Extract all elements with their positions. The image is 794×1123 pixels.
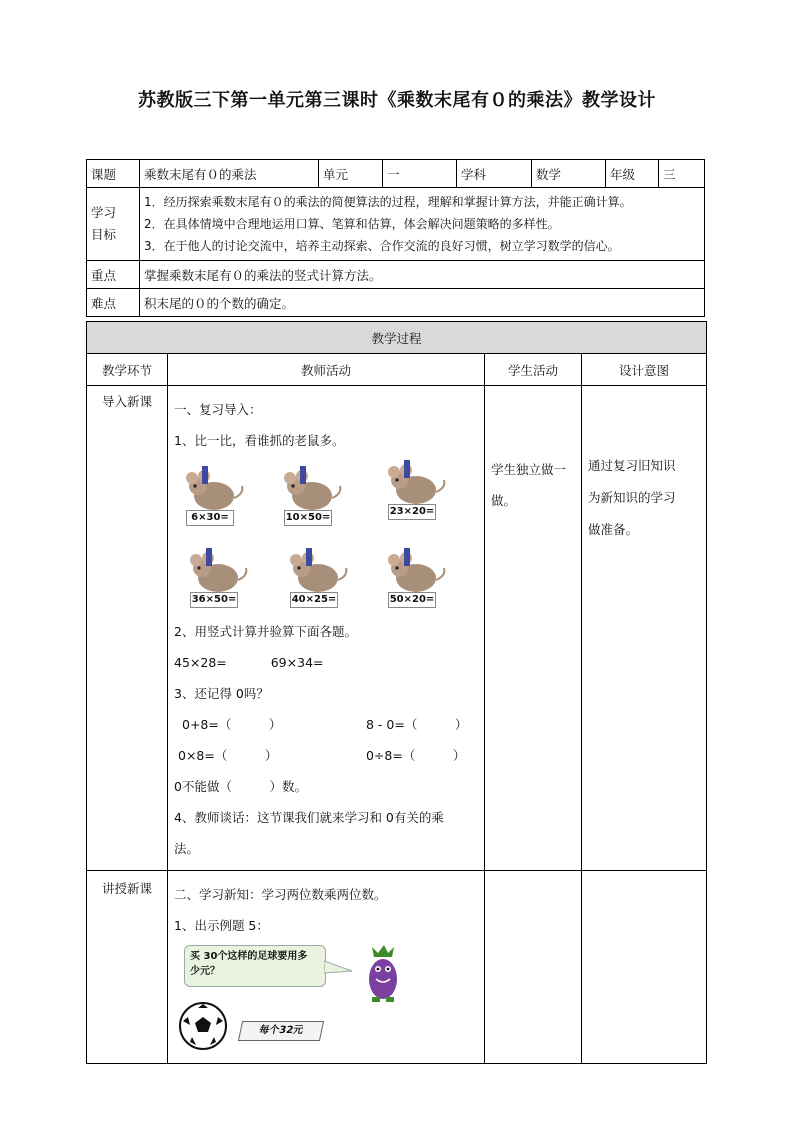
stage-intro: 导入新课 (87, 386, 168, 871)
football-picture (174, 941, 478, 1059)
bubble-line: 买 30个这样的足球要用多 (190, 951, 308, 962)
teacher-activity-new (168, 871, 485, 1064)
student-line: 做。 (491, 493, 517, 508)
intent-line: 为新知识的学习 (588, 490, 676, 505)
subject-label: 学科 (457, 160, 532, 188)
topic-value: 乘数末尾有０的乘法 (140, 160, 319, 188)
eggplant-icon (358, 943, 408, 1005)
example-5: 1、出示例题 5： (174, 918, 269, 933)
mouse-question: 50×20= (388, 592, 436, 608)
subject-value: 数学 (532, 160, 606, 188)
design-intent-intro (582, 386, 707, 871)
review-heading: 一、复习导入： (174, 402, 262, 417)
bubble-line: 少元？ (190, 966, 220, 977)
mouse-question: 10×50= (284, 510, 332, 526)
grade-value: 三 (659, 160, 705, 188)
mouse-question: 23×20= (388, 504, 436, 520)
vertical-calc-task: 2、用竖式计算并验算下面各题。 (174, 624, 357, 639)
intent-line: 通过复习旧知识 (588, 458, 676, 473)
col-teacher: 教师活动 (168, 354, 485, 386)
teacher-activity-intro (168, 386, 485, 871)
grade-label: 年级 (606, 160, 659, 188)
difficulty-label: 难点 (87, 289, 140, 317)
unit-value: 一 (383, 160, 457, 188)
unit-label: 单元 (319, 160, 383, 188)
zero-exercises-row1 (174, 709, 478, 740)
mouse-question: 36×50= (190, 592, 238, 608)
football-icon (178, 1001, 228, 1051)
calc-problems (174, 647, 478, 678)
difficulty-value: 积末尾的０的个数的确定。 (140, 289, 705, 317)
mouse-question: 6×30= (186, 510, 234, 526)
zero-divisor-note: 0不能做（ ）数。 (174, 779, 307, 794)
zero-review-task: 3、还记得 0吗？ (174, 686, 269, 701)
goal-item: 2．在具体情境中合理地运用口算、笔算和估算，体会解决问题策略的多样性。 (144, 217, 560, 231)
zero-exercises-row2 (174, 740, 478, 771)
mouse-card (180, 464, 246, 530)
key-label: 重点 (87, 261, 140, 289)
stage-new: 讲授新课 (87, 871, 168, 1064)
teaching-process-table (86, 321, 707, 1064)
speech-bubble (184, 945, 326, 987)
mouse-card (382, 458, 448, 524)
student-line: 学生独立做一 (491, 462, 567, 477)
teacher-talk: 4、教师谈话：这节课我们就来学习和 0有关的乘 (174, 810, 444, 825)
goal-item: 3．在于他人的讨论交流中，培养主动探索、合作交流的良好习惯，树立学习数学的信心。 (144, 239, 620, 253)
col-stage: 教学环节 (87, 354, 168, 386)
topic-label: 课题 (87, 160, 140, 188)
goals-label (87, 188, 140, 261)
col-intent: 设计意图 (582, 354, 707, 386)
price-tag: 每个32元 (238, 1021, 324, 1041)
mouse-card (284, 546, 350, 612)
compare-task: 1、比一比，看谁抓的老鼠多。 (174, 433, 345, 448)
zero-subtract: 8 - 0=（ ） (365, 717, 468, 732)
mouse-card (278, 464, 344, 530)
teacher-talk-cont: 法。 (174, 841, 200, 856)
lesson-info-table (86, 159, 705, 317)
design-intent-new (582, 871, 707, 1064)
calc-problem-2: 69×34= (270, 655, 324, 670)
intent-line: 做准备。 (588, 522, 639, 537)
calc-problem-1: 45×28= (174, 655, 227, 670)
zero-multiply: 0×8=（ ） (178, 748, 278, 763)
student-activity-new (485, 871, 582, 1064)
page-title: 苏教版三下第一单元第三课时《乘数末尾有０的乘法》教学设计 (138, 90, 656, 111)
new-knowledge-heading: 二、学习新知：学习两位数乘两位数。 (174, 887, 387, 902)
mouse-question: 40×25= (290, 592, 338, 608)
goal-item: 1．经历探索乘数末尾有０的乘法的简便算法的过程，理解和掌握计算方法，并能正确计算。 (144, 195, 632, 209)
process-header: 教学过程 (87, 322, 707, 354)
bubble-tail-icon (324, 957, 354, 977)
key-value: 掌握乘数末尾有０的乘法的竖式计算方法。 (140, 261, 705, 289)
goals-label-line1: 学习 (91, 205, 117, 220)
mouse-card (382, 546, 448, 612)
zero-add: 0+8=（ ） (182, 717, 282, 732)
mouse-card (184, 546, 250, 612)
goals-label-line2: 目标 (91, 227, 117, 242)
student-activity-intro (485, 386, 582, 871)
goals-cell (140, 188, 705, 261)
zero-divide: 0÷8=（ ） (365, 748, 466, 763)
mice-picture (174, 456, 478, 616)
col-student: 学生活动 (485, 354, 582, 386)
